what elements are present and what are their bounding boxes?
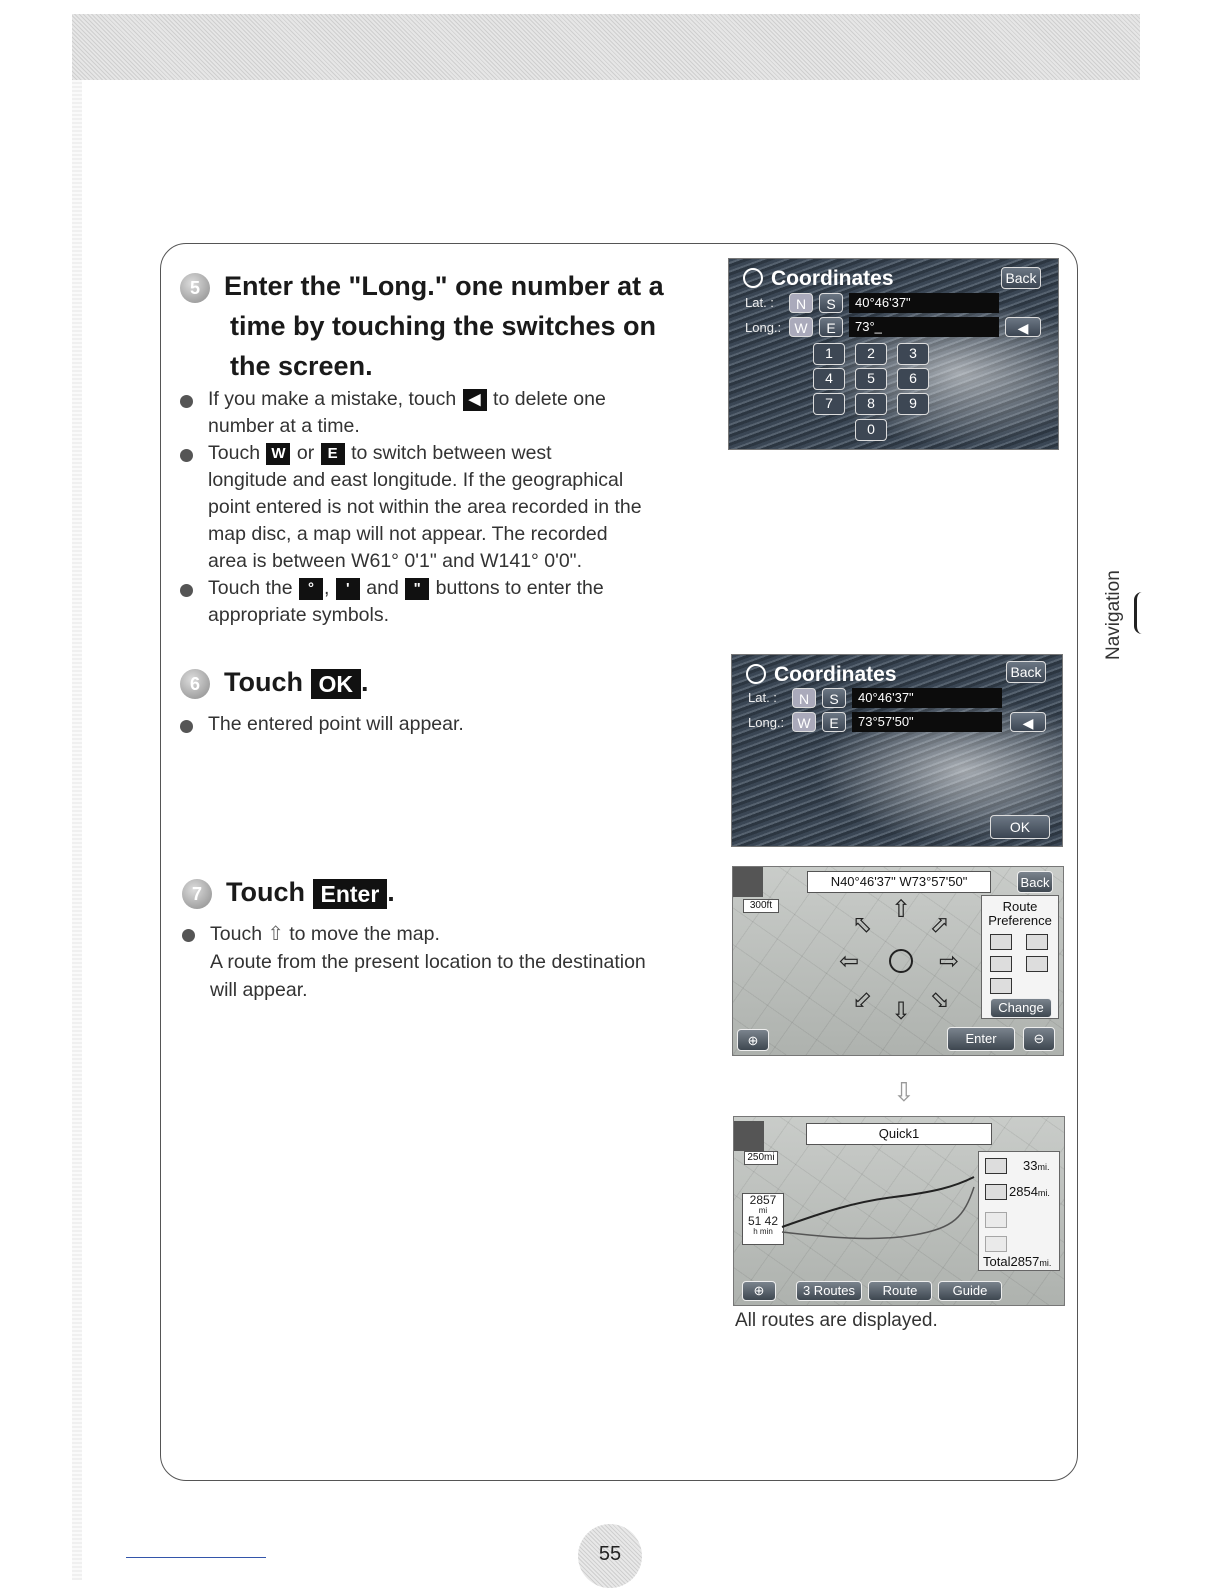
crosshair-icon <box>889 949 913 973</box>
delete-button[interactable]: ◀ <box>1010 712 1046 732</box>
step7-number: 7 <box>182 879 212 909</box>
key-3[interactable]: 3 <box>897 343 929 365</box>
screen-title: Coordinates <box>743 267 894 291</box>
coords-bar: N40°46'37" W73°57'50" <box>807 871 991 893</box>
screen-coordinates-entry <box>728 258 1059 450</box>
header-band <box>72 14 1140 80</box>
globe-icon <box>746 664 766 684</box>
route-line <box>734 1117 1065 1306</box>
section-tab-marker <box>1134 592 1145 634</box>
long-w-button[interactable]: W <box>789 317 813 337</box>
trip-summary: 2857 mi 51 42 h min <box>742 1193 784 1245</box>
screen-title: Coordinates <box>746 663 897 687</box>
screen-map-destination <box>732 866 1064 1056</box>
arrow-upleft-icon[interactable]: ⇧ <box>846 908 880 943</box>
list-item: The entered point will appear. <box>178 711 698 738</box>
guide-button[interactable]: Guide <box>938 1281 1002 1301</box>
long-value-field[interactable]: 73°57'50" <box>852 712 1002 732</box>
scroll-arrow-icon: ⇧ <box>267 923 284 945</box>
list-item: Touch ⇧ to move the map. A route from the present location to the destination will appear. <box>180 920 710 1004</box>
lat-value-field[interactable]: 40°46'37" <box>849 293 999 313</box>
lat-label: Lat. : <box>745 295 774 310</box>
zoom-in-icon[interactable]: ⊕ <box>742 1281 776 1301</box>
delete-button[interactable]: ◀ <box>1005 317 1041 337</box>
back-button[interactable]: Back <box>1001 267 1041 289</box>
ferry-icon[interactable] <box>990 956 1012 972</box>
back-button[interactable]: Back <box>1006 661 1046 683</box>
key-6[interactable]: 6 <box>897 368 929 390</box>
key-5[interactable]: 5 <box>855 368 887 390</box>
toll-road-icon[interactable] <box>1026 934 1048 950</box>
carpool-icon[interactable] <box>990 978 1012 994</box>
lat-n-button[interactable]: N <box>789 293 813 313</box>
second-button-ref: " <box>405 578 429 600</box>
list-item: Touch the ° , ' and " buttons to enter the appropriate symbols. <box>178 575 698 629</box>
screen-coordinates-complete <box>731 654 1063 847</box>
arrow-up-icon[interactable]: ⇧ <box>891 896 912 923</box>
arrow-downright-icon[interactable]: ⇧ <box>922 982 956 1017</box>
lat-s-button[interactable]: S <box>822 688 846 708</box>
arrow-downleft-icon[interactable]: ⇧ <box>846 982 880 1017</box>
long-label: Long.: <box>745 320 782 335</box>
lat-n-button[interactable]: N <box>792 688 816 708</box>
lat-s-button[interactable]: S <box>819 293 843 313</box>
arrow-down-icon[interactable]: ⇩ <box>891 998 912 1025</box>
scale-indicator: 250mi <box>744 1151 778 1165</box>
step5-bullets <box>178 386 698 629</box>
screen-caption: All routes are displayed. <box>735 1310 938 1331</box>
route-name-bar: Quick1 <box>806 1123 992 1145</box>
step5-title-line2: time by touching the switches on <box>230 311 657 341</box>
step6-title: 6 Touch OK . <box>180 662 369 702</box>
globe-icon <box>743 268 763 288</box>
page-number: 55 <box>578 1524 642 1588</box>
step5-title-line3: the screen. <box>230 351 373 381</box>
key-0[interactable]: 0 <box>855 419 887 441</box>
distance-total: Total2857mi. <box>983 1254 1052 1269</box>
zoom-out-icon[interactable]: ⊖ <box>1023 1027 1055 1051</box>
step6-number: 6 <box>180 669 210 699</box>
w-button-ref: W <box>266 443 290 465</box>
long-value-field[interactable]: 73°_ <box>849 317 999 337</box>
arrow-left-icon[interactable]: ⇦ <box>839 948 860 975</box>
ok-button[interactable]: OK <box>990 815 1050 839</box>
ok-button-ref: OK <box>311 669 362 699</box>
change-button[interactable]: Change <box>990 998 1052 1018</box>
enter-button-ref: Enter <box>313 879 388 909</box>
step6-bullets <box>178 711 698 738</box>
key-4[interactable]: 4 <box>813 368 845 390</box>
long-e-button[interactable]: E <box>819 317 843 337</box>
list-item: If you make a mistake, touch ◀ to delete one number at a time. <box>178 386 698 440</box>
key-1[interactable]: 1 <box>813 343 845 365</box>
screen-route-overview <box>733 1116 1065 1306</box>
degree-button-ref: ° <box>299 578 323 600</box>
key-7[interactable]: 7 <box>813 393 845 415</box>
step5-title-line1: Enter the "Long." one number at a <box>224 271 664 301</box>
key-9[interactable]: 9 <box>897 393 929 415</box>
list-item: Touch W or E to switch between west longitude and east longitude. If the geographical point entered is not within the area recorded in the map disc, a map will not appear. The recorded area is between W61° 0'1" and W141° 0'0". <box>178 440 698 575</box>
footer-rule <box>126 1557 266 1558</box>
minute-button-ref: ' <box>336 578 360 600</box>
enter-button[interactable]: Enter <box>947 1027 1015 1051</box>
lat-value-field[interactable]: 40°46'37" <box>852 688 1002 708</box>
long-label: Long.: <box>748 715 785 730</box>
long-w-button[interactable]: W <box>792 712 816 732</box>
step7-title: 7 Touch Enter . <box>182 872 395 912</box>
back-button[interactable]: Back <box>1017 871 1053 893</box>
route-preference-label: Route Preference <box>988 899 1052 928</box>
arrow-right-icon[interactable]: ⇨ <box>939 948 960 975</box>
step7-bullets <box>180 920 710 1004</box>
time-restricted-icon[interactable] <box>1026 956 1048 972</box>
distance-local: 33mi. <box>1023 1158 1050 1173</box>
freeway-icon[interactable] <box>990 934 1012 950</box>
3-routes-button[interactable]: 3 Routes <box>796 1281 862 1301</box>
left-margin-shade <box>72 80 82 1580</box>
scale-indicator: 300ft <box>743 899 779 913</box>
north-icon <box>733 867 763 897</box>
step5-title <box>180 266 664 386</box>
section-tab-label: Navigation <box>1103 570 1124 660</box>
arrow-upright-icon[interactable]: ⇧ <box>922 908 956 943</box>
zoom-in-icon[interactable]: ⊕ <box>737 1029 769 1051</box>
e-button-ref: E <box>321 443 345 465</box>
route-preference-panel <box>981 895 1059 1019</box>
lat-label: Lat. : <box>748 690 777 705</box>
key-2[interactable]: 2 <box>855 343 887 365</box>
distance-freeway: 2854mi. <box>1009 1184 1050 1199</box>
down-arrow-icon: ⇩ <box>893 1077 915 1107</box>
step5-number: 5 <box>180 273 210 303</box>
route-button[interactable]: Route <box>868 1281 932 1301</box>
delete-button-ref: ◀ <box>463 389 487 411</box>
long-e-button[interactable]: E <box>822 712 846 732</box>
key-8[interactable]: 8 <box>855 393 887 415</box>
